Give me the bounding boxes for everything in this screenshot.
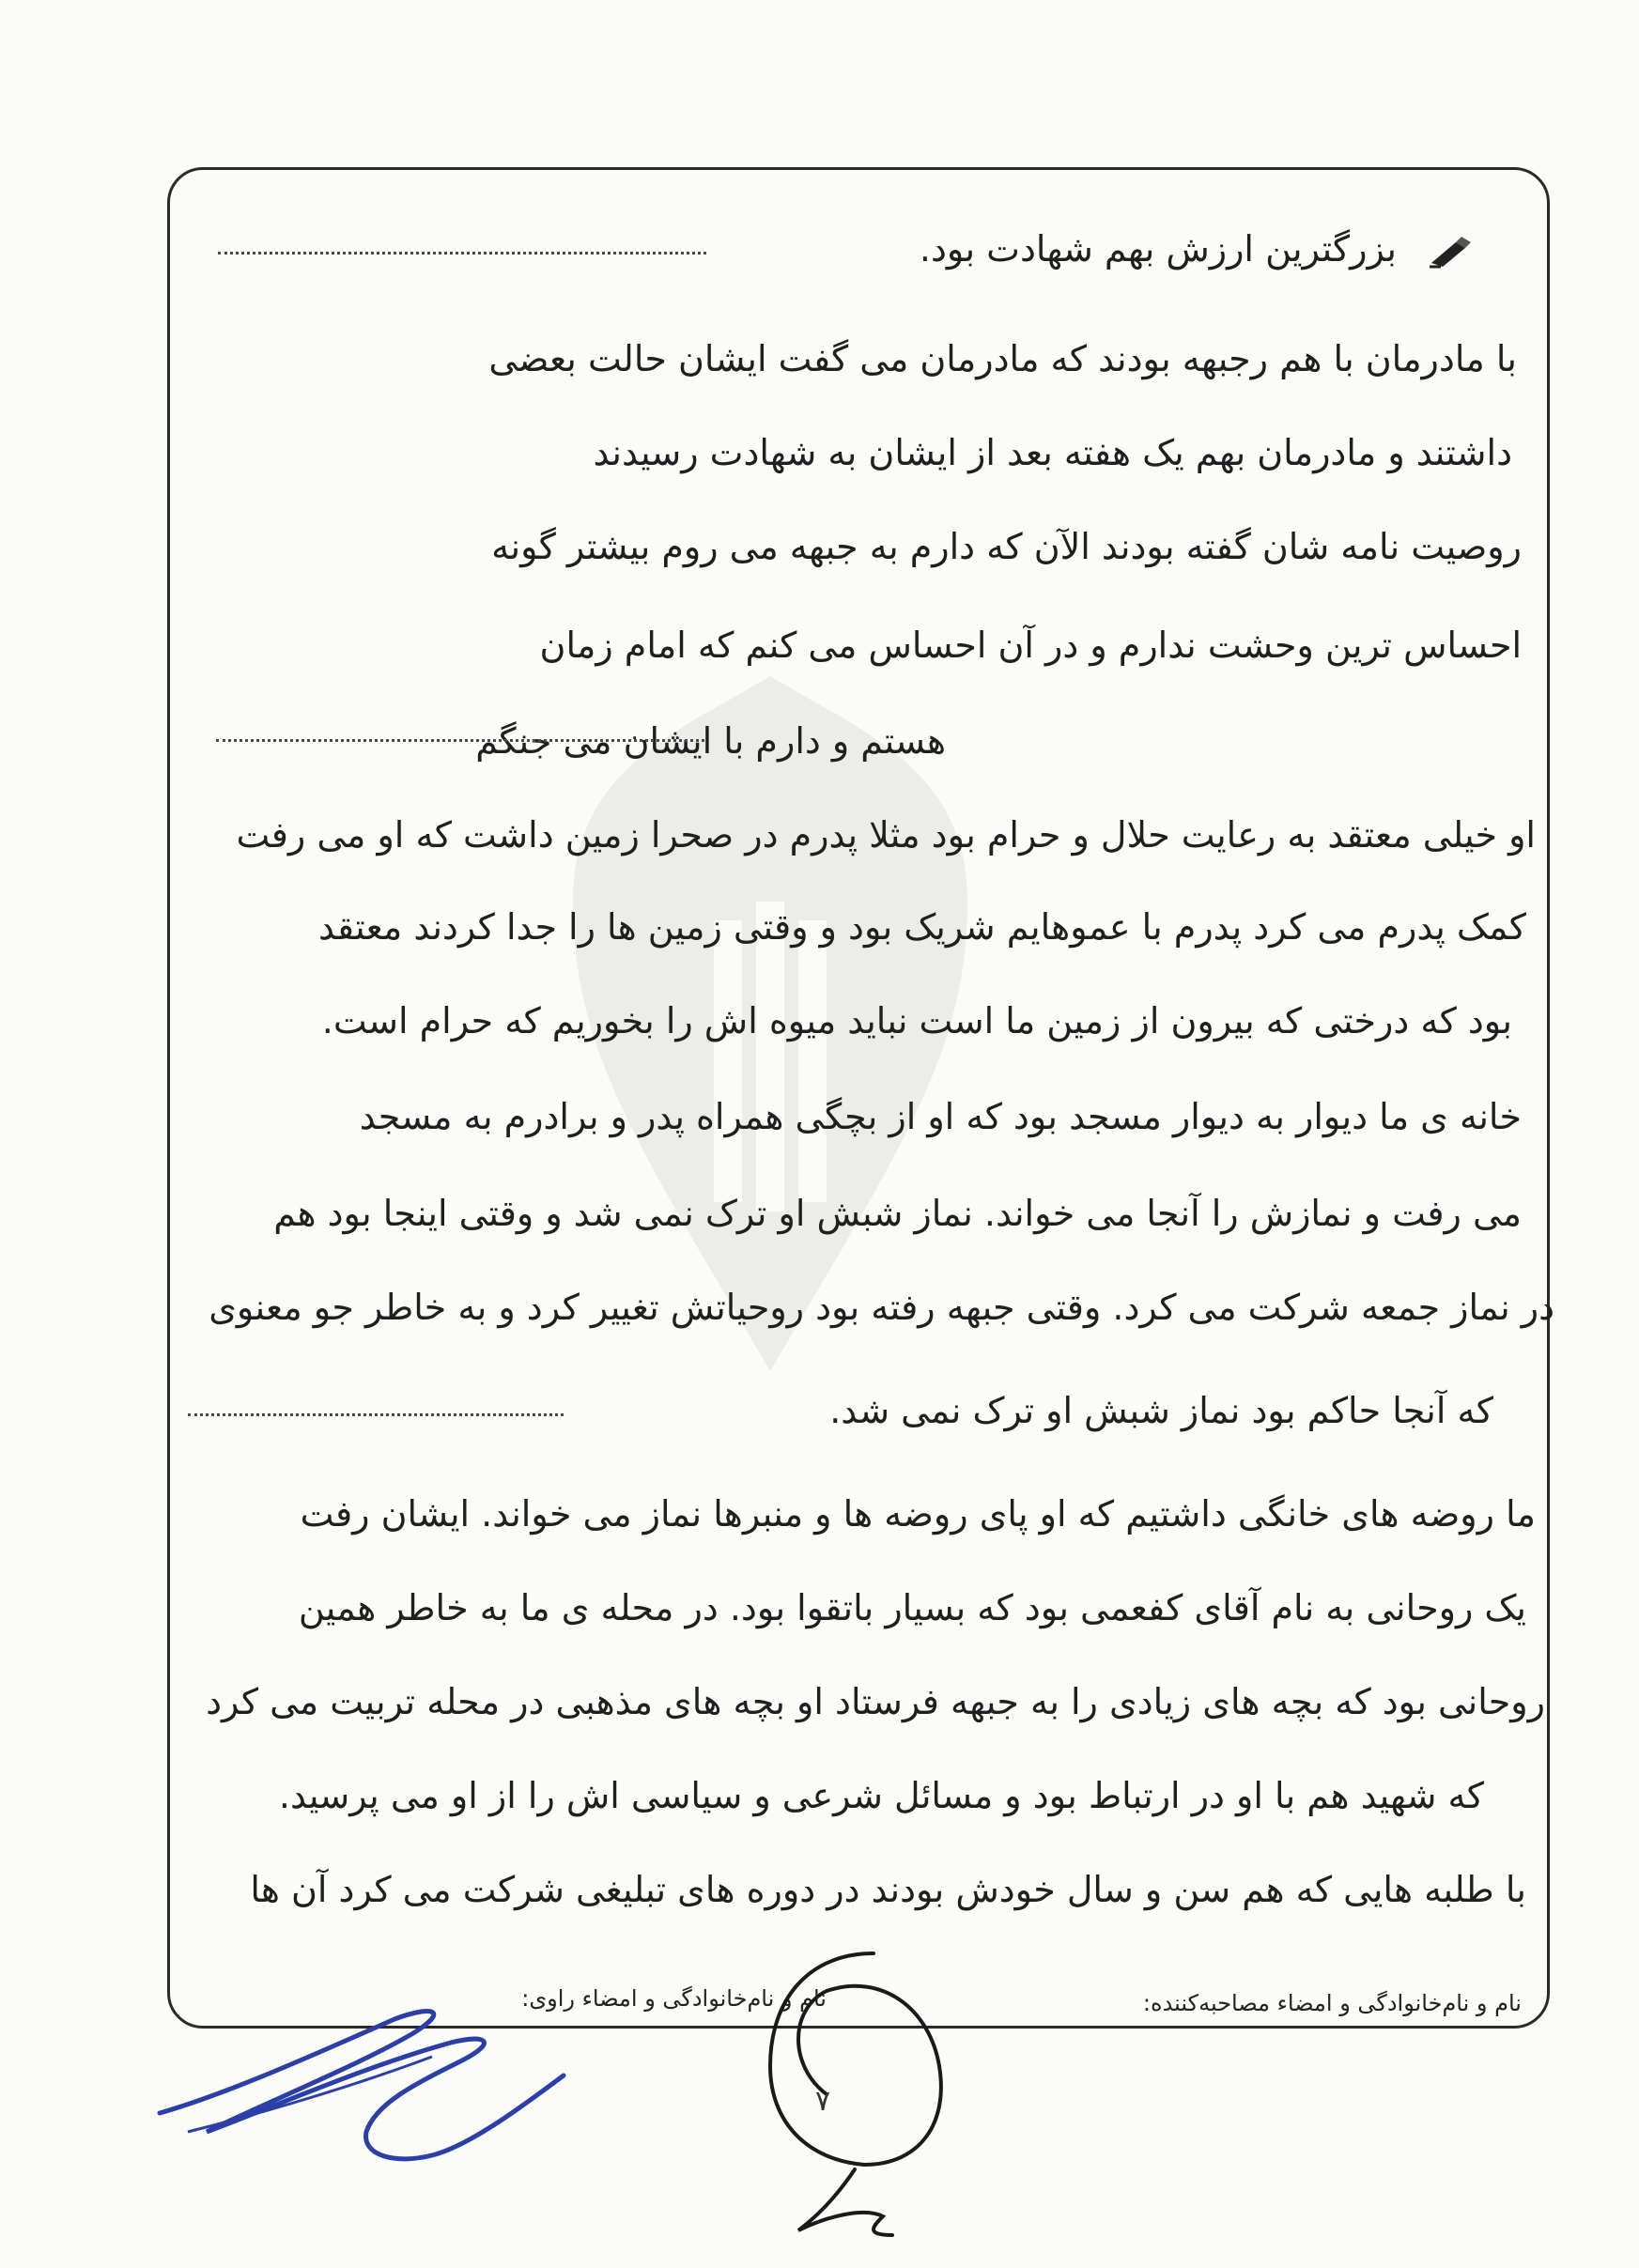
text-line: بزرگترین ارزش بهم شهادت بود. [919, 228, 1397, 270]
text-line: کمک پدرم می کرد پدرم با عموهایم شریک بود و وقتی زمین ها را جدا کردند معتقد [317, 906, 1526, 948]
dotted-fill [218, 252, 706, 255]
text-line: با طلبه هایی که هم سن و سال خودش بودند در دوره های تبلیغی شرکت می کرد آن ها [250, 1869, 1526, 1910]
text-line: یک روحانی به نام آقای کفعمی بود که بسیار باتقوا بود. در محله ی ما به خاطر همین [298, 1587, 1526, 1628]
text-line: خانه ی ما دیوار به دیوار مسجد بود که او از بچگی همراه پدر و برادرم به مسجد [359, 1096, 1522, 1137]
dotted-fill [188, 1413, 564, 1416]
text-line: ما روضه های خانگی داشتیم که او پای روضه ها و منبرها نماز می خواند. ایشان رفت [300, 1493, 1536, 1535]
text-line: که آنجا حاکم بود نماز شبش او ترک نمی شد. [829, 1390, 1493, 1431]
narrator-signature-label: نام و نام‌خانوادگی و امضاء راوی: [521, 1985, 827, 2012]
dotted-fill [216, 739, 704, 742]
text-line: داشتند و مادرمان بهم یک هفته بعد از ایشان به شهادت رسیدند [593, 432, 1512, 473]
text-line: او خیلی معتقد به رعایت حلال و حرام بود مثلا پدرم در صحرا زمین داشت که او می رفت [236, 814, 1536, 856]
text-line: بود که درختی که بیرون از زمین ما است نباید میوه اش را بخوریم که حرام است. [321, 1000, 1512, 1041]
text-line: روحانی بود که بچه های زیادی را به جبهه فرستاد او بچه های مذهبی در محله تربیت می کرد [206, 1681, 1545, 1722]
text-line: روصیت نامه شان گفته بودند الآن که دارم به جبهه می روم بیشتر گونه [491, 526, 1522, 567]
text-line: در نماز جمعه شرکت می کرد. وقتی جبهه رفته بود روحیاتش تغییر کرد و به خاطر جو معنوی [209, 1287, 1554, 1328]
interviewer-signature-label: نام و نام‌خانوادگی و امضاء مصاحبه‌کننده: [1142, 1990, 1522, 2016]
text-line: می رفت و نمازش را آنجا می خواند. نماز شبش او ترک نمی شد و وقتی اینجا بود هم [273, 1193, 1522, 1234]
text-line: با مادرمان با هم رجبهه بودند که مادرمان می گفت ایشان حالت بعضی [488, 338, 1517, 379]
text-line: هستم و دارم با ایشان می جنگم [475, 720, 946, 762]
text-line: احساس ترین وحشت ندارم و در آن احساس می کنم که امام زمان [539, 625, 1522, 666]
page-number: ۷ [815, 2085, 831, 2118]
text-line: که شهید هم با او در ارتباط بود و مسائل شرعی و سیاسی اش را از او می پرسید. [278, 1775, 1484, 1816]
